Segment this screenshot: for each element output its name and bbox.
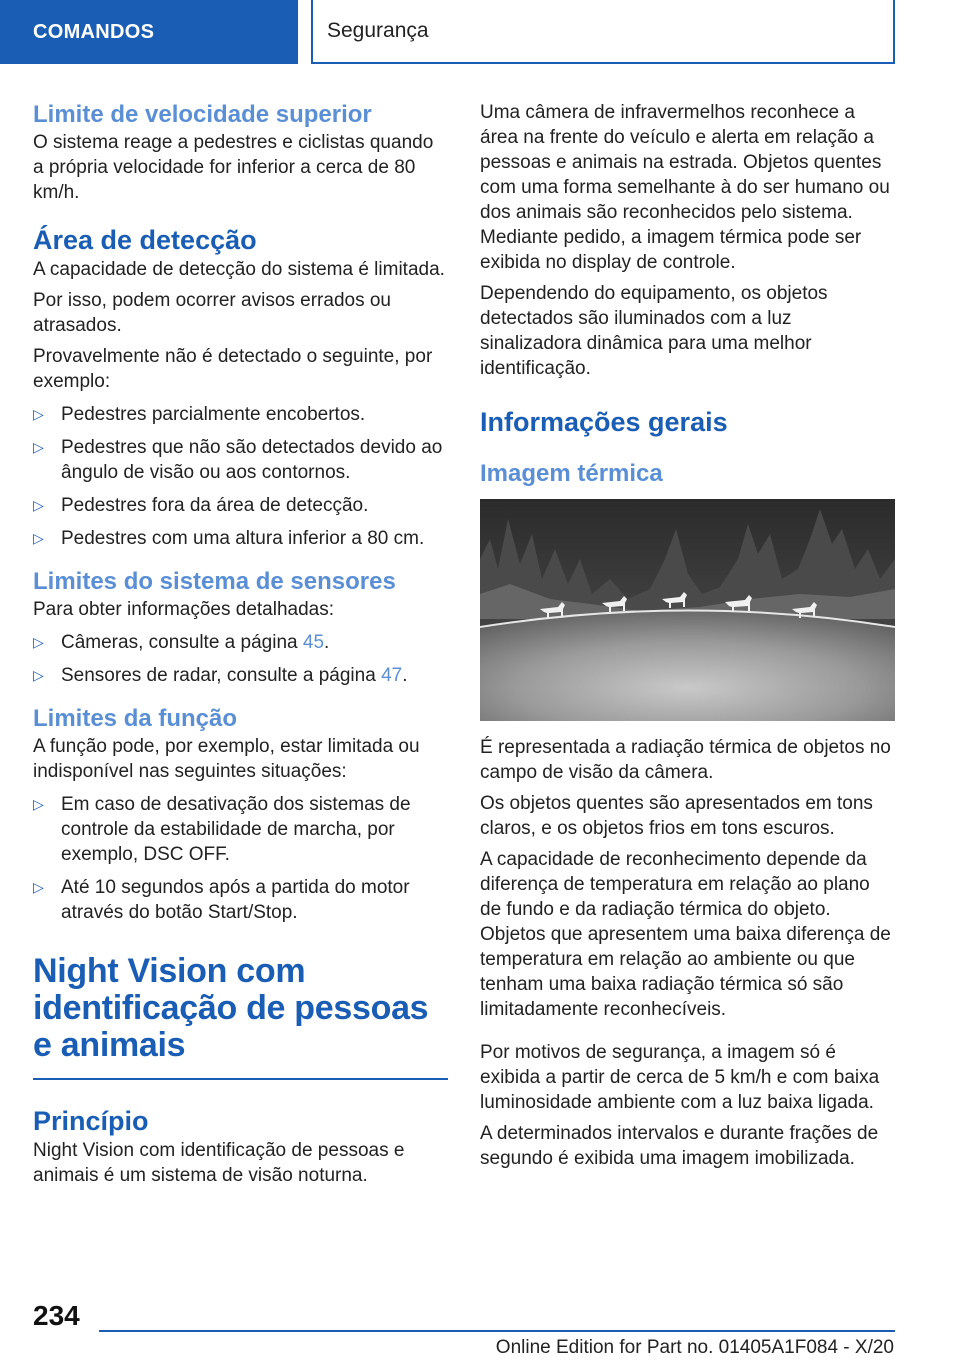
paragraph: O sistema reage a pedestres e ciclistas quando a própria velocidade for inferior a cerca de 80 km/h. bbox=[33, 132, 434, 203]
section-tab bbox=[0, 0, 298, 64]
triangle-bullet-icon: ▷ bbox=[33, 406, 44, 422]
list-item: ▷ Pedestres fora da área de detecção. bbox=[33, 495, 369, 516]
paragraph: Para obter informações detalhadas: bbox=[33, 599, 335, 620]
list-item: ▷ Pedestres parcialmente encobertos. bbox=[33, 404, 366, 425]
page-link-45[interactable]: 45 bbox=[302, 632, 325, 653]
section-title: COMANDOS bbox=[33, 20, 155, 43]
heading-function-limits: Limites da função bbox=[33, 705, 238, 732]
paragraph: A determinados intervalos e durante frações de segundo é exibida uma imagem imobilizada. bbox=[480, 1123, 879, 1169]
paragraph: Dependendo do equipamento, os objetos detectados são iluminados com a luz sinalizadora dinâmica para uma melhor identificação. bbox=[480, 283, 828, 379]
paragraph: Por motivos de segurança, a imagem só é exibida a partir de cerca de 5 km/h e com baixa luminosidade ambiente com a luz baixa ligada. bbox=[480, 1042, 880, 1113]
heading-upper-speed-limit: Limite de velocidade superior bbox=[33, 101, 372, 128]
list-item: ▷ Câmeras, consulte a página 45. bbox=[33, 632, 330, 653]
paragraph: Uma câmera de infravermelhos reconhece a área na frente do veículo e alerta em relação a pessoas e animais na estrada. Objetos quentes com uma forma semelhante à do ser humano ou dos animais são reconhecidos pelo sistema. Mediante pedido, a imagem térmica pode ser exibida no display de controle. bbox=[480, 102, 890, 273]
paragraph: A função pode, por exemplo, estar limitada ou indisponível nas seguintes situações: bbox=[33, 736, 420, 782]
paragraph: Provavelmente não é detectado o seguinte, por exemplo: bbox=[33, 346, 433, 392]
paragraph: Os objetos quentes são apresentados em tons claros, e os objetos frios em tons escuros. bbox=[480, 793, 873, 839]
triangle-bullet-icon: ▷ bbox=[33, 497, 44, 513]
heading-general-info: Informações gerais bbox=[480, 407, 728, 437]
list-item: ▷ Pedestres que não são detectados devido ao ângulo de visão ou aos contornos. bbox=[33, 437, 443, 483]
paragraph: Night Vision com identificação de pessoas e animais é um sistema de visão noturna. bbox=[33, 1139, 405, 1186]
bullet-list bbox=[33, 792, 448, 925]
heading-detection-area: Área de detecção bbox=[33, 225, 257, 255]
bullet-list bbox=[33, 630, 448, 688]
right-column bbox=[480, 100, 895, 1177]
list-item: ▷ Pedestres com uma altura inferior a 80 cm. bbox=[33, 528, 425, 549]
page-number: 234 bbox=[33, 1300, 80, 1331]
paragraph: A capacidade de reconhecimento depende da diferença de temperatura em relação ao plano de fundo e da radiação térmica do objeto. Objetos que apresentem uma baixa diferença de temperatura em relação ao ambiente ou que tenham uma baixa radiação térmica só são limitadamente reconhecíveis. bbox=[480, 849, 891, 1020]
left-column bbox=[33, 100, 448, 1194]
list-item: ▷ Até 10 segundos após a partida do motor através do botão Start/Stop. bbox=[33, 877, 410, 923]
chapter-title-night-vision: Night Vision com identificação de pessoas e animais bbox=[33, 952, 429, 1064]
page-link-47[interactable]: 47 bbox=[381, 665, 403, 686]
subsection-title: Segurança bbox=[327, 19, 429, 42]
heading-principle: Princípio bbox=[33, 1105, 149, 1136]
thermal-image-illustration bbox=[480, 499, 895, 721]
triangle-bullet-icon: ▷ bbox=[33, 530, 44, 546]
chapter-divider bbox=[33, 1078, 448, 1080]
footer-divider bbox=[99, 1330, 895, 1332]
triangle-bullet-icon: ▷ bbox=[33, 634, 44, 650]
triangle-bullet-icon: ▷ bbox=[33, 879, 44, 895]
triangle-bullet-icon: ▷ bbox=[33, 667, 44, 683]
triangle-bullet-icon: ▷ bbox=[33, 439, 44, 455]
paragraph: É representada a radiação térmica de objetos no campo de visão da câmera. bbox=[480, 737, 891, 783]
heading-thermal-image: Imagem térmica bbox=[480, 460, 663, 487]
footer-edition: Online Edition for Part no. 01405A1F084 - X/20 bbox=[495, 1337, 894, 1358]
heading-sensor-limits: Limites do sistema de sensores bbox=[33, 568, 396, 595]
paragraph: A capacidade de detecção do sistema é limitada. bbox=[33, 259, 445, 280]
list-item: ▷ Sensores de radar, consulte a página 47. bbox=[33, 665, 408, 686]
triangle-bullet-icon: ▷ bbox=[33, 796, 44, 812]
list-item: ▷ Em caso de desativação dos sistemas de controle da estabilidade de marcha, por exemplo, DSC OFF. bbox=[33, 794, 411, 865]
subsection-tab bbox=[311, 0, 895, 64]
bullet-list bbox=[33, 402, 448, 551]
paragraph: Por isso, podem ocorrer avisos errados ou atrasados. bbox=[33, 290, 391, 336]
